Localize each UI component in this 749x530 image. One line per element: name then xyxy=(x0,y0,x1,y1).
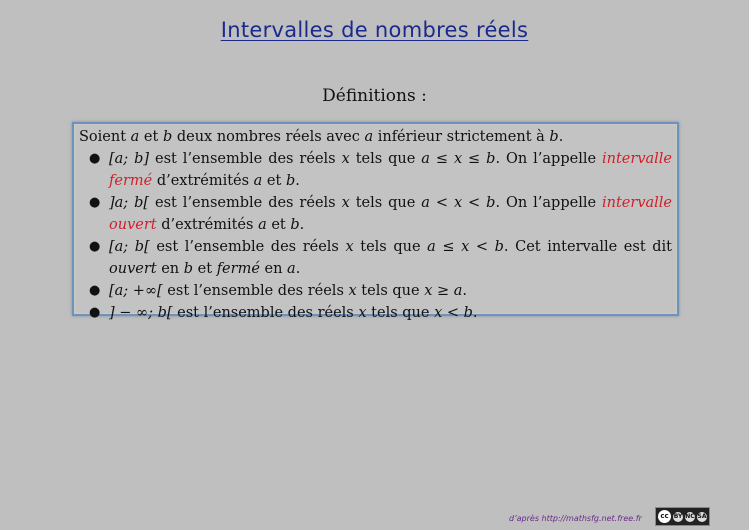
list-item-right-unbounded: ● [a; +∞[ est l’ensemble des réels x tels que x ≥ a. xyxy=(79,280,672,302)
interval-notation: ]a; b[ xyxy=(109,195,150,211)
interval-condition: x < b xyxy=(434,305,473,321)
sa-label: SA xyxy=(697,512,707,520)
list-item-closed-interval: ● [a; b] est l’ensemble des réels x tels que a ≤ x ≤ b. On l’appelle intervalle fermé d’extrémités a et b. xyxy=(79,148,672,192)
by-label: BY xyxy=(673,512,683,520)
list-item-open-interval: ● ]a; b[ est l’ensemble des réels x tels que a < x < b. On l’appelle intervalle ouvert d’extrémités a et b. xyxy=(79,192,672,236)
interval-notation: [a; +∞[ xyxy=(109,283,163,299)
term-highlight: intervalle fermé xyxy=(109,151,673,189)
definitions-list xyxy=(79,148,672,324)
list-item-left-unbounded: ● ] − ∞; b[ est l’ensemble des réels x tels que x < b. xyxy=(79,302,672,324)
definitions-box xyxy=(72,122,679,321)
interval-condition: a ≤ x ≤ b xyxy=(421,151,496,167)
definitions-intro: Soient a et b deux nombres réels avec a inférieur strictement à b. xyxy=(79,129,564,145)
cc-by-nc-sa-icon xyxy=(655,507,710,526)
list-item-half-open-interval: ● [a; b[ est l’ensemble des réels x tels que a ≤ x < b. Cet intervalle est dit ouvert en b et fermé en a. xyxy=(79,236,672,280)
interval-notation: [a; b] xyxy=(109,151,150,167)
source-credit: d’après http://mathsfg.net.free.fr xyxy=(509,514,642,523)
bullet-icon: ● xyxy=(89,305,101,320)
nc-label: NC xyxy=(685,512,695,520)
bullet-icon: ● xyxy=(89,283,101,298)
interval-notation: ] − ∞; b[ xyxy=(109,305,173,321)
interval-condition: a < x < b xyxy=(421,195,496,211)
term-highlight: intervalle ouvert xyxy=(109,195,673,233)
bullet-icon: ● xyxy=(89,195,101,210)
page-title: Intervalles de nombres réels xyxy=(220,18,529,42)
section-title: Définitions : xyxy=(322,86,427,106)
bullet-icon: ● xyxy=(89,151,101,166)
interval-condition: a ≤ x < b xyxy=(427,239,504,255)
bullet-icon: ● xyxy=(89,239,101,254)
interval-condition: x ≥ a xyxy=(424,283,463,299)
cc-label: cc xyxy=(658,510,671,523)
interval-notation: [a; b[ xyxy=(109,239,150,255)
